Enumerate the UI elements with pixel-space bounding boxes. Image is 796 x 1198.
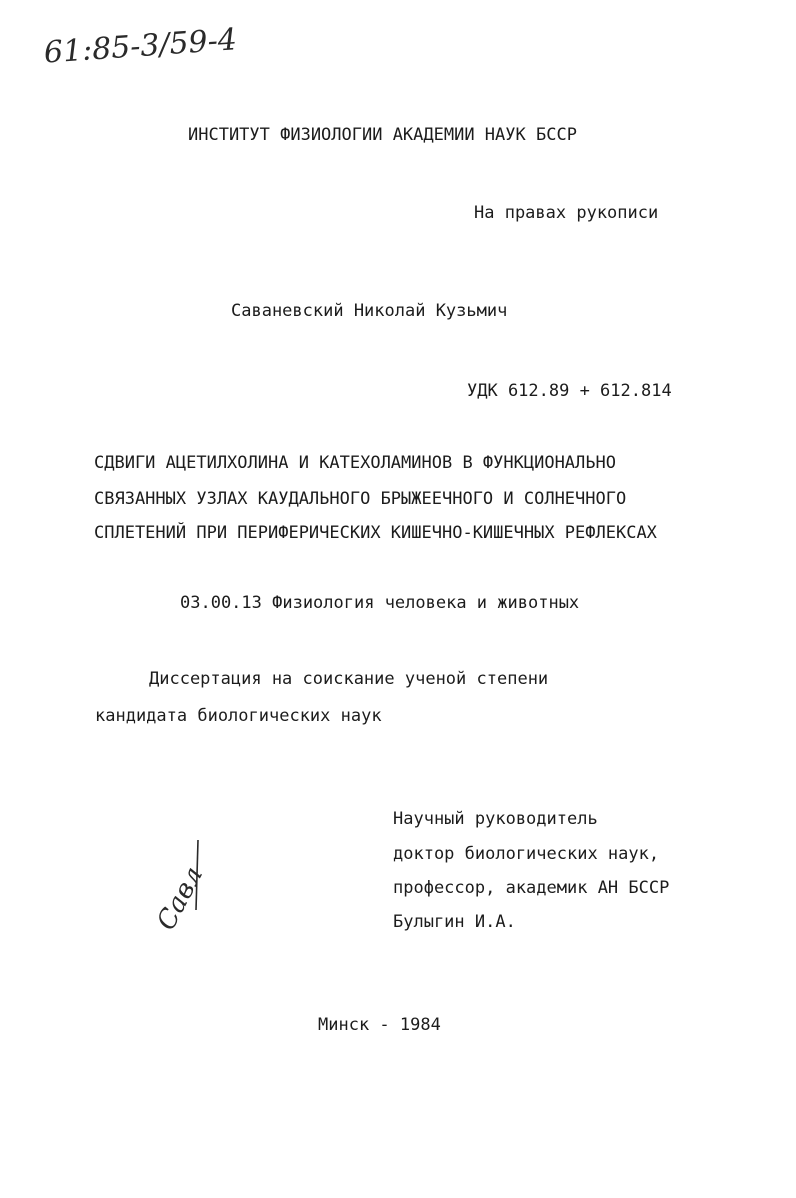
svg-text:Савл: Савл xyxy=(151,861,210,936)
city-and-year: Минск - 1984 xyxy=(318,1015,441,1035)
dissertation-degree-line-2: кандидата биологических наук xyxy=(95,706,382,726)
dissertation-title-line-2: СВЯЗАННЫХ УЗЛАХ КАУДАЛЬНОГО БРЫЖЕЕЧНОГО И СОЛНЕЧНОГО xyxy=(94,489,627,509)
dissertation-title-line-1: СДВИГИ АЦЕТИЛХОЛИНА И КАТЕХОЛАМИНОВ В ФУНКЦИОНАЛЬНО xyxy=(94,453,616,473)
supervisor-label: Научный руководитель xyxy=(393,809,598,829)
dissertation-degree-line-1: Диссертация на соискание ученой степени xyxy=(149,669,549,689)
specialty-code: 03.00.13 Физиология человека и животных xyxy=(180,593,580,613)
handwritten-signature xyxy=(128,826,218,936)
handwritten-archive-number xyxy=(40,10,270,80)
author-name: Саваневский Николай Кузьмич xyxy=(231,301,508,321)
manuscript-rights-note: На правах рукописи xyxy=(474,203,659,223)
udc-code: УДК 612.89 + 612.814 xyxy=(467,381,672,401)
dissertation-title-line-3: СПЛЕТЕНИЙ ПРИ ПЕРИФЕРИЧЕСКИХ КИШЕЧНО-КИШЕЧНЫХ РЕФЛЕКСАХ xyxy=(94,523,657,543)
supervisor-name: Булыгин И.А. xyxy=(393,912,516,932)
institute-name: ИНСТИТУТ ФИЗИОЛОГИИ АКАДЕМИИ НАУК БССР xyxy=(188,125,577,145)
supervisor-title: профессор, академик АН БССР xyxy=(393,878,670,898)
supervisor-degree: доктор биологических наук, xyxy=(393,844,660,864)
svg-text:61:85-3/59-4: 61:85-3/59-4 xyxy=(42,22,238,71)
